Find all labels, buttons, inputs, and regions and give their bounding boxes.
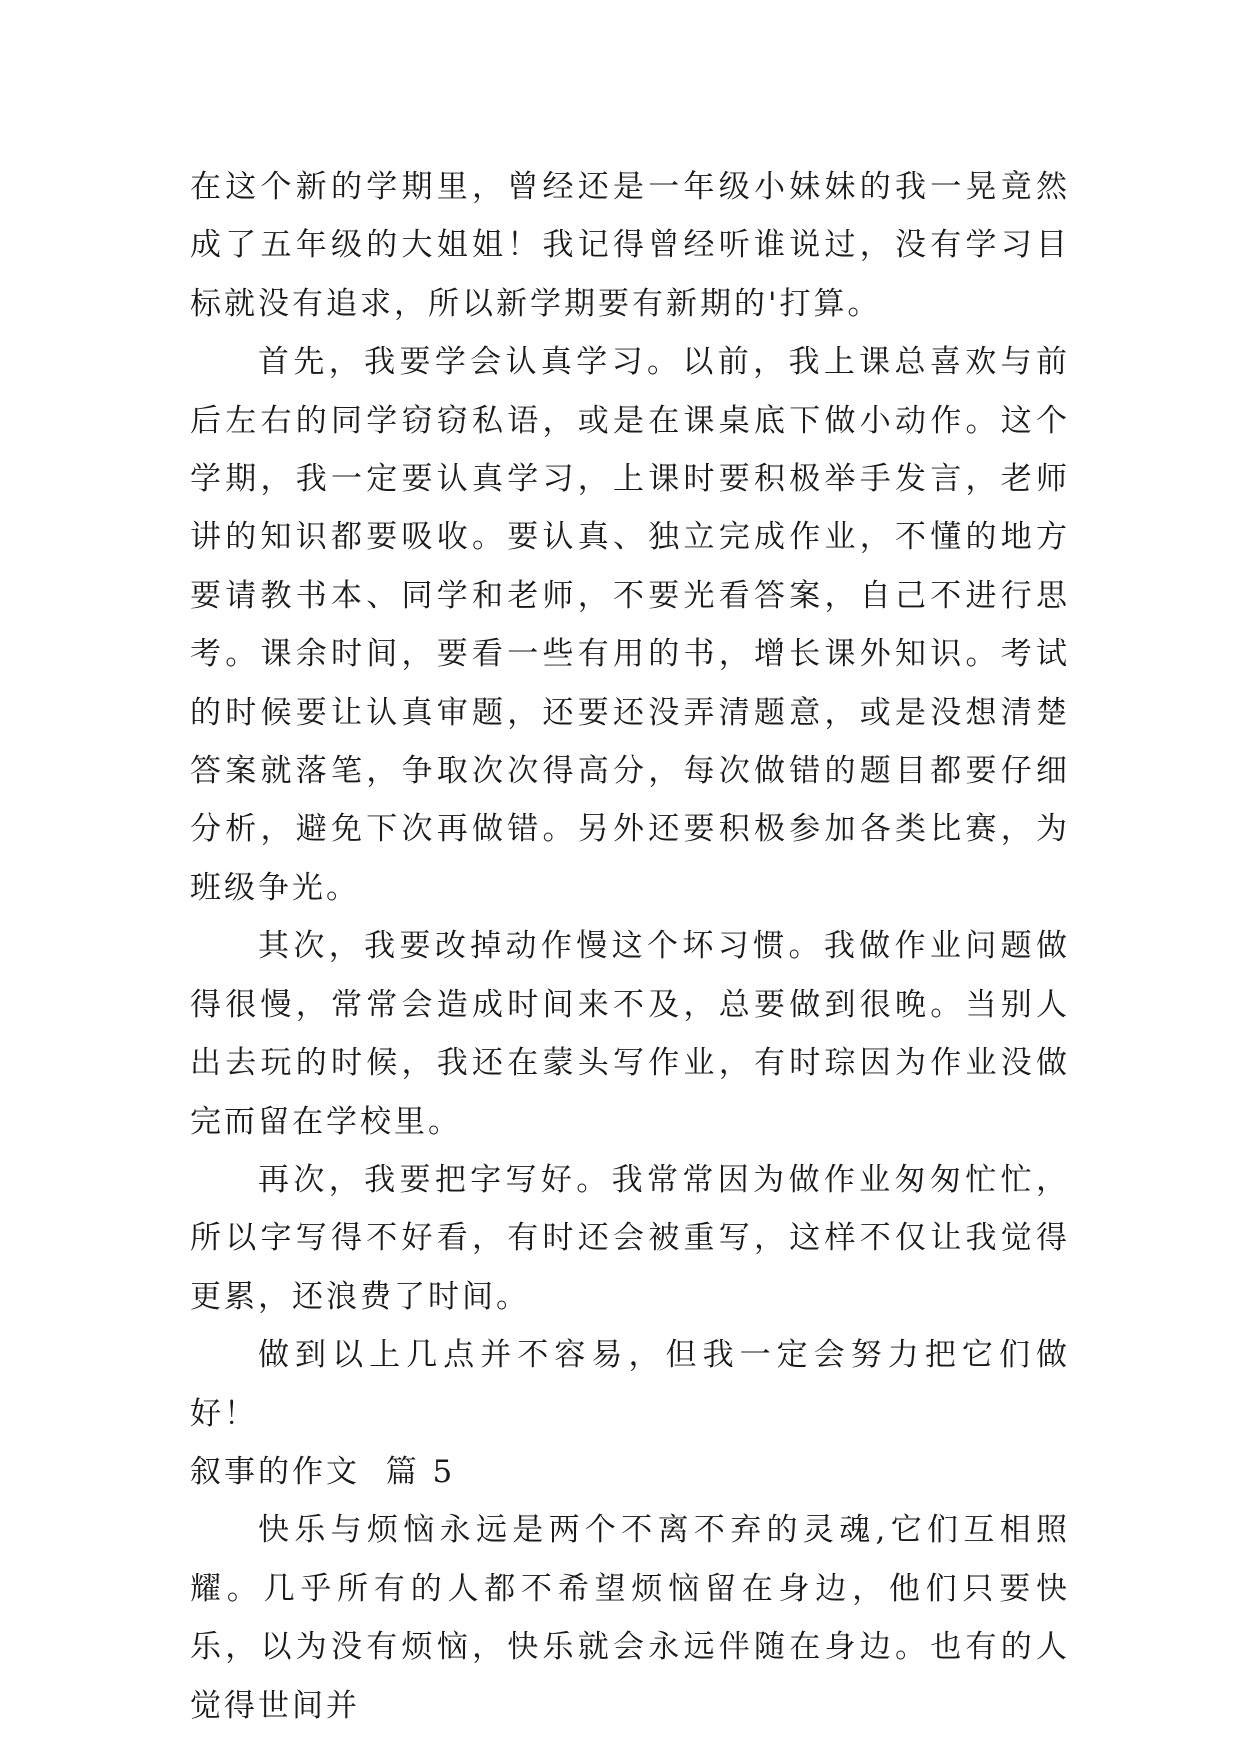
paragraph-first-goal: 首先，我要学会认真学习。以前，我上课总喜欢与前后左右的同学窃窃私语，或是在课桌底下做小动作。这个学期，我一定要认真学习，上课时要积极举手发言，老师讲的知识都要吸收。要认真、独立完成作业，不懂的地方要请教书本、同学和老师，不要光看答案，自己不进行思考。课余时间，要看一些有用的书，增长课外知识。考试的时候要让认真审题，还要还没弄清题意，或是没想清楚答案就落笔，争取次次得高分，每次做错的题目都要仔细分析，避免下次再做错。另外还要积极参加各类比赛，为班级争光。	[190, 344, 1070, 906]
paragraph-intro: 在这个新的学期里，曾经还是一年级小妹妹的我一晃竟然成了五年级的大姐姐！我记得曾经听谁说过，没有学习目标就没有追求，所以新学期要有新期的'打算。	[190, 169, 1070, 322]
paragraph-second-goal: 其次，我要改掉动作慢这个坏习惯。我做作业问题做得很慢，常常会造成时间来不及，总要做到很晚。当别人出去玩的时候，我还在蒙头写作业，有时琮因为作业没做完而留在学校里。	[190, 928, 1070, 1140]
paragraph-third-goal: 再次，我要把字写好。我常常因为做作业匆匆忙忙，所以字写得不好看，有时还会被重写，这样不仅让我觉得更累，还浪费了时间。	[190, 1161, 1070, 1315]
document-body	[190, 158, 1070, 1735]
paragraph-conclusion: 做到以上几点并不容易，但我一定会努力把它们做好！	[190, 1337, 1070, 1432]
section-heading: 叙事的作文 篇 5	[190, 1453, 456, 1490]
paragraph-section-five: 快乐与烦恼永远是两个不离不弃的灵魂,它们互相照耀。几乎所有的人都不希望烦恼留在身边，他们只要快乐，以为没有烦恼，快乐就会永远伴随在身边。也有的人觉得世间并	[190, 1512, 1070, 1724]
